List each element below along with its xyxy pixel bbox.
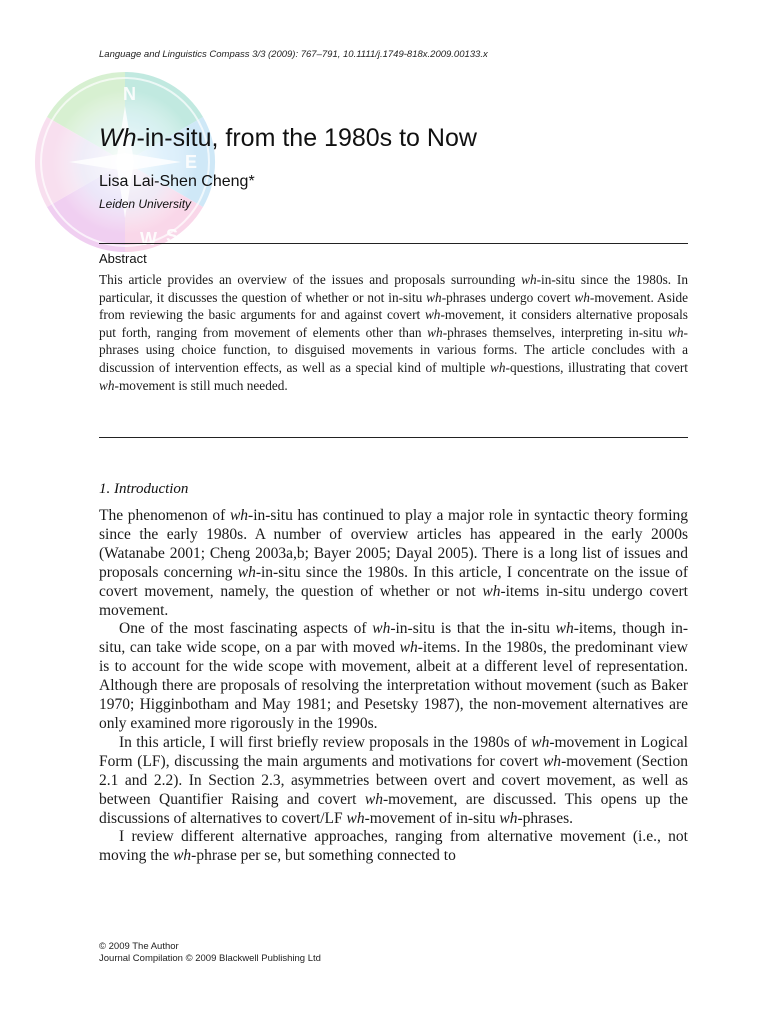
italic-term: wh [424,307,441,323]
watermark-letter-w: W [140,229,157,249]
italic-term: wh [229,507,249,524]
text-run: I review different alternative approaches, ranging from alternative movement (i.e., not moving the [99,828,688,865]
text-run: -movement of in-situ [364,809,500,827]
body-paragraph [99,734,688,829]
text-run: -phrase per se, but something connected to [191,847,456,865]
copyright-author: © 2009 The Author [99,941,179,952]
text-run: -phrases using choice function, to disguised movements in various forms. The article concludes with a discussion of intervention effects, as well as a special kind of multiple [99,324,688,375]
text-run: -items in-situ undergo covert movement. [99,582,688,619]
title-italic-wh: Wh [99,124,137,152]
copyright-journal: Journal Compilation © 2009 Blackwell Publishing Ltd [99,952,321,964]
italic-term: wh [426,289,442,305]
italic-term: wh [574,289,590,305]
section-heading-introduction: 1. Introduction [99,481,189,497]
italic-term: wh [427,324,443,340]
watermark-letter-e: E [185,152,198,172]
author-affiliation: Leiden University [99,197,192,211]
text-run: -movement (Section 2.1 and 2.2). In Section 2.3, asymmetries between overt and covert movement, as well as between Quantifier Raising and covert [99,752,688,808]
text-run: This article provides an overview of the issues and proposals surrounding [99,272,522,287]
text-run: The phenomenon of [99,507,230,524]
text-run: -movement is still much needed. [114,377,288,393]
abstract-text [99,271,688,394]
text-run: In this article, I will first briefly review proposals in the 1980s of [119,733,532,751]
body-paragraph [99,828,688,866]
text-run: -movement, are discussed. This opens up the discussions of alternatives to covert/LF [99,790,688,827]
introduction-body [99,507,688,866]
text-run: -in-situ has continued to play a major role in syntactic theory forming since the early 1980s. A number of overview articles has appeared in the early 2000s (Watanabe 2001; Cheng 2003a,b; Bayer 2005; Dayal 2005). There is a long list of issues and proposals concerning [99,507,688,581]
author-name: Lisa Lai-Shen Cheng* [99,173,255,190]
text-run: -questions, illustrating that covert [505,359,688,375]
abstract-top-rule [99,243,688,244]
compass-watermark-icon [20,70,230,255]
text-run: -items, though in-situ, can take wide scope, on a par with moved [99,620,688,657]
italic-term: wh [531,733,550,751]
italic-term: wh [364,790,383,808]
abstract-bottom-rule [99,437,688,438]
text-run: -movement. Aside from reviewing the basic arguments for and against covert [99,289,688,323]
italic-term: wh [399,639,418,657]
copyright-footer [99,941,321,964]
text-run: One of the most fascinating aspects of [119,620,373,638]
italic-term: wh [499,809,518,827]
italic-term: wh [542,752,562,770]
watermark-letter-n: N [123,84,136,104]
body-paragraph [99,620,688,733]
text-run: -in-situ since the 1980s. In particular, it discusses the question of whether or not in-situ [99,272,688,305]
text-run: -phrases undergo covert [441,289,575,305]
running-head: Language and Linguistics Compass 3/3 (2009): 767–791, 10.1111/j.1749-818x.2009.00133.x [99,49,488,60]
text-run: -movement in Logical Form (LF), discussing the main arguments and motivations for covert [99,733,688,770]
body-paragraph [99,507,688,620]
text-run: -phrases themselves, interpreting in-situ [442,324,669,340]
watermark-letter-s: S [166,226,179,246]
italic-term: wh [482,582,501,600]
text-run: -items. In the 1980s, the predominant view is to account for the wide scope with movement, albeit at a different level of representation. Although there are proposals of resolving the interpretation without movement (such as Baker 1970; Higginbotham and May 1981; and Pesetsky 1987), the non-movement alternatives are only examined more rigorously in the 1990s. [99,639,688,732]
title-rest: -in-situ, from the 1980s to Now [136,124,477,152]
italic-term: wh [237,563,256,581]
italic-term: wh [346,809,365,827]
article-title [99,124,477,153]
abstract-heading: Abstract [99,251,147,266]
text-run: -movement, it considers alternative proposals put forth, ranging from movement of elements other than [99,307,688,340]
italic-term: wh [99,377,115,393]
italic-term: wh [555,620,574,638]
text-run: -phrases. [517,809,573,827]
italic-term: wh [372,620,391,638]
italic-term: wh [668,324,684,340]
italic-term: wh [521,272,537,287]
text-run: -in-situ since the 1980s. In this article, I concentrate on the issue of covert movement, namely, the question of whether or not [99,563,688,600]
italic-term: wh [173,847,192,865]
text-run: -in-situ is that the in-situ [390,620,556,638]
italic-term: wh [489,359,506,375]
